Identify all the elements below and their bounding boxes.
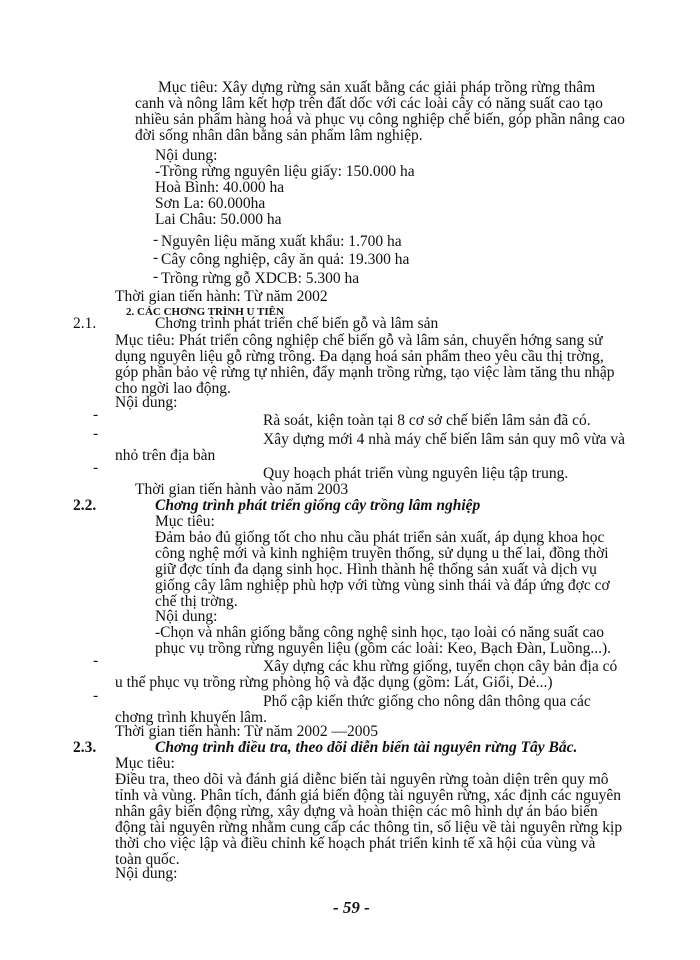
bullet-dash: - xyxy=(93,406,99,423)
noidung-item: Cây công nghiệp, cây ăn quả: 19.300 ha xyxy=(161,251,410,268)
s22-item: u thế phục vụ trồng rừng phòng hộ và đặc dụng (gồm: Lát, Giổi, Dẻ...) xyxy=(115,674,553,691)
s21-muctieu-line: Mục tiêu: Phát triển công nghiệp chế biến gỗ và lâm sản, chuyển hớng sang sử xyxy=(115,332,603,349)
s21-muctieu-line: dụng nguyên liệu gỗ rừng trồng. Đa dạng hoá sản phẩm theo yêu cầu thị trờng, xyxy=(115,348,604,365)
s21-muctieu-line: cho ngời lao động. xyxy=(115,380,231,397)
noidung-item: -Trồng rừng nguyên liệu giấy: 150.000 ha xyxy=(155,163,415,180)
s22-muctieu-line: giống cây lâm nghiệp phù hợp với từng vùng sinh thái và đáp ứng đợc cơ xyxy=(155,577,610,594)
s22-item: Xây dựng các khu rừng giống, tuyển chọn cây bản địa có xyxy=(263,658,618,675)
s22-item: phục vụ trồng rừng nguyên liệu (gồm các loài: Keo, Bạch Đàn, Luồng...). xyxy=(155,640,612,657)
s21-item: Rà soát, kiện toàn tại 8 cơ sở chế biến lâm sản đã có. xyxy=(263,412,591,429)
s22-muctieu-line: chế thị trờng. xyxy=(155,593,238,610)
noidung-item: Hoà Bình: 40.000 ha xyxy=(155,179,285,196)
s22-item: Phổ cập kiến thức giống cho nông dân thông qua các xyxy=(263,693,591,710)
noidung-item: Nguyên liệu măng xuất khẩu: 1.700 ha xyxy=(161,233,402,250)
s22-noidung-label: Nội dung: xyxy=(155,608,218,625)
s21-item: Quy hoạch phát triển vùng nguyên liệu tập trung. xyxy=(263,465,569,482)
s21-item: nhỏ trên địa bàn xyxy=(115,447,216,464)
noidung-item: Sơn La: 60.000ha xyxy=(155,195,266,212)
page-number: - 59 - xyxy=(333,898,370,917)
s23-muctieu-line: động tài nguyên rừng nhằm cung cấp các thông tin, số liệu về tài nguyên rừng kịp xyxy=(115,819,623,836)
muctieu-1-line-1: Mục tiêu: Xây dựng rừng sản xuất bằng các giải pháp trồng rừng thâm xyxy=(158,79,596,96)
muctieu-1-line-2: canh và nông lâm kết hợp trên đất dốc với các loài cây có năng suất cao tạo xyxy=(135,95,603,112)
bullet-dash: - xyxy=(153,268,159,285)
s21-muctieu-line: góp phần bảo vệ rừng tự nhiên, đẩy mạnh trồng rừng, tạo việc làm tăng thu nhập xyxy=(115,364,615,381)
muctieu-1-line-4: đời sống nhân dân bằng sản phẩm lâm nghiệp. xyxy=(135,127,423,144)
s22-muctieu-line: Đảm bảo đủ giống tốt cho nhu cầu phát triển sản xuất, áp dụng khoa học xyxy=(155,529,605,546)
s22-muctieu-label: Mục tiêu: xyxy=(155,513,215,530)
section-2-2-title: Chơng trình phát triển giống cây trồng lâm nghiệp xyxy=(155,497,481,514)
s21-item: Xây dựng mới 4 nhà máy chế biến lâm sản quy mô vừa và xyxy=(263,431,626,448)
s23-muctieu-line: nhân gây biến động rừng, xây dựng và hoàn thiện các mô hình dự án báo biến xyxy=(115,803,598,820)
noidung-item: Lai Châu: 50.000 ha xyxy=(155,211,282,228)
section-2-3-number: 2.3. xyxy=(73,739,97,756)
bullet-dash: - xyxy=(153,231,159,248)
s23-noidung-label: Nội dung: xyxy=(115,865,178,882)
section-2-1-title: Chơng trình phát triển chế biến gỗ và lâm sản xyxy=(155,315,439,332)
s23-muctieu-line: thời cho việc lập và điều chỉnh kế hoạch phát triển kinh tế xã hội của vùng và xyxy=(115,835,596,852)
s21-noidung-label: Nội dung: xyxy=(115,394,178,411)
noidung-item: Trồng rừng gỗ XDCB: 5.300 ha xyxy=(161,270,360,287)
thoigian-1: Thời gian tiến hành: Từ năm 2002 xyxy=(115,288,328,305)
bullet-dash: - xyxy=(93,687,99,704)
s23-muctieu-line: Điều tra, theo dõi và đánh giá diễnc biến tài nguyên rừng toàn diện trên quy mô xyxy=(115,771,609,788)
bullet-dash: - xyxy=(93,425,99,442)
s22-muctieu-line: công nghệ mới và kinh nghiệm truyền thống, sử dụng u thế lai, đồng thời xyxy=(155,545,609,562)
bullet-dash: - xyxy=(93,459,99,476)
s22-item: chơng trình khuyến lâm. xyxy=(115,709,267,726)
s23-muctieu-line: toàn quốc. xyxy=(115,851,180,868)
section-2-2-number: 2.2. xyxy=(73,497,97,514)
section-2-1-number: 2.1. xyxy=(73,315,97,332)
bullet-dash: - xyxy=(153,249,159,266)
s22-muctieu-line: giữ đợc tính đa dạng sinh học. Hình thành hệ thống sản xuất và dịch vụ xyxy=(155,561,597,578)
section-2-3-title: Chơng trình điều tra, theo dõi diễn biến tài nguyên rừng Tây Bắc. xyxy=(155,739,578,756)
s22-thoigian: Thời gian tiến hành: Từ năm 2002 —2005 xyxy=(115,723,378,740)
s21-thoigian: Thời gian tiến hành vào năm 2003 xyxy=(135,481,349,498)
s22-item: -Chọn và nhân giống bằng công nghệ sinh học, tạo loài có năng suất cao xyxy=(155,624,604,641)
section-2-heading: 2. CÁC CHƠNG TRÌNH U TIÊN xyxy=(126,306,284,318)
s23-muctieu-line: tỉnh và vùng. Phân tích, đánh giá biến động tài nguyên rừng, xác định các nguyên xyxy=(115,787,622,804)
muctieu-1-line-3: nhiều sản phẩm hàng hoá và phục vụ công nghiệp chế biến, góp phần nâng cao xyxy=(135,111,625,128)
noidung-label: Nội dung: xyxy=(155,147,218,164)
s23-muctieu-label: Mục tiêu: xyxy=(115,755,175,772)
bullet-dash: - xyxy=(93,652,99,669)
